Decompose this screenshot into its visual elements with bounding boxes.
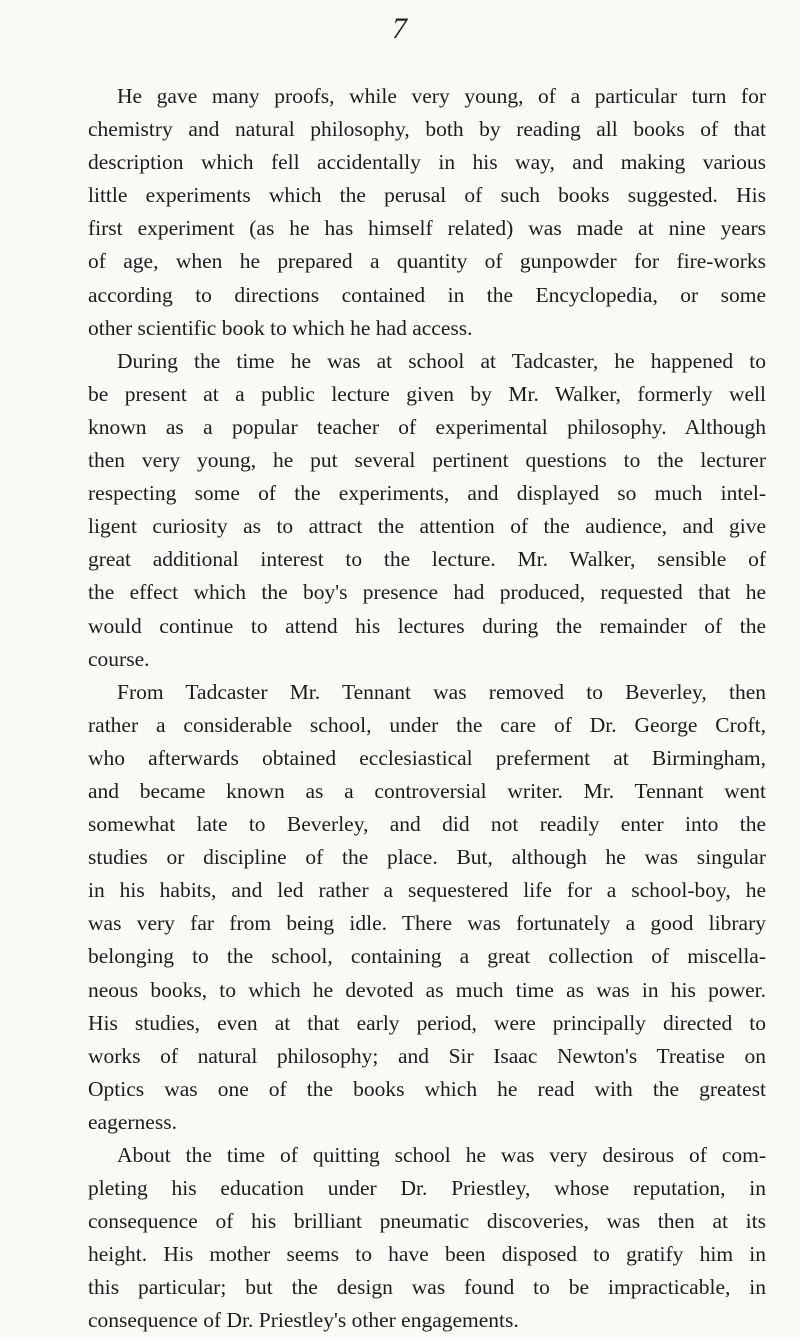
text-line: would continue to attend his lectures during the remainder of the bbox=[88, 613, 766, 638]
text-line: somewhat late to Beverley, and did not readily enter into the bbox=[88, 812, 766, 837]
text-line: works of natural philosophy; and Sir Isaac Newton's Treatise on bbox=[88, 1043, 766, 1068]
text-line: He gave many proofs, while very young, of a particular turn for bbox=[117, 84, 766, 108]
text-line: From Tadcaster Mr. Tennant was removed to Beverley, then bbox=[117, 679, 766, 704]
text-line: known as a popular teacher of experimental philosophy. Although bbox=[88, 414, 766, 439]
text-line: be present at a public lecture given by Mr. Walker, formerly well bbox=[88, 381, 766, 406]
text-line: was very far from being idle. There was fortunately a good library bbox=[88, 911, 766, 936]
text-line: About the time of quitting school he was very desirous of com- bbox=[117, 1143, 766, 1167]
text-line: great additional interest to the lecture. Mr. Walker, sensible of bbox=[88, 547, 766, 572]
text-line: the effect which the boy's presence had produced, requested that he bbox=[88, 580, 766, 605]
text-line: little experiments which the perusal of such books suggested. His bbox=[88, 183, 766, 208]
text-line: in his habits, and led rather a sequestered life for a school-boy, he bbox=[88, 878, 766, 903]
text-line: of age, when he prepared a quantity of gunpowder for fire-works bbox=[88, 249, 766, 274]
text-line: course. bbox=[88, 646, 150, 671]
body-text bbox=[88, 80, 766, 1338]
text-line: studies or discipline of the place. But, although he was singular bbox=[88, 845, 766, 870]
text-line: other scientific book to which he had access. bbox=[88, 315, 473, 340]
text-line: then very young, he put several pertinent questions to the lecturer bbox=[88, 448, 766, 473]
text-line: this particular; but the design was found to be impracticable, in bbox=[88, 1275, 766, 1300]
text-line: belonging to the school, containing a great collection of miscella- bbox=[88, 944, 766, 969]
text-line: and became known as a controversial writer. Mr. Tennant went bbox=[88, 778, 766, 803]
text-line: rather a considerable school, under the care of Dr. George Croft, bbox=[88, 712, 766, 737]
text-line: first experiment (as he has himself related) was made at nine years bbox=[88, 216, 766, 241]
text-line: consequence of his brilliant pneumatic discoveries, was then at its bbox=[88, 1209, 766, 1234]
text-line: consequence of Dr. Priestley's other engagements. bbox=[88, 1308, 519, 1333]
text-line: neous books, to which he devoted as much time as was in his power. bbox=[88, 977, 766, 1002]
text-line: who afterwards obtained ecclesiastical preferment at Birmingham, bbox=[88, 745, 766, 770]
text-line: His studies, even at that early period, were principally directed to bbox=[88, 1010, 766, 1035]
text-line: respecting some of the experiments, and displayed so much intel- bbox=[88, 481, 766, 506]
text-line: description which fell accidentally in his way, and making various bbox=[88, 150, 766, 175]
text-line: chemistry and natural philosophy, both by reading all books of that bbox=[88, 117, 766, 142]
text-line: according to directions contained in the Encyclopedia, or some bbox=[88, 282, 766, 307]
text-line: ligent curiosity as to attract the attention of the audience, and give bbox=[88, 514, 766, 539]
text-line: pleting his education under Dr. Priestley, whose reputation, in bbox=[88, 1176, 766, 1201]
text-line: eagerness. bbox=[88, 1109, 177, 1134]
text-line: During the time he was at school at Tadcaster, he happened to bbox=[117, 348, 766, 373]
text-line: height. His mother seems to have been disposed to gratify him in bbox=[88, 1242, 766, 1267]
text-line: Optics was one of the books which he read with the greatest bbox=[88, 1076, 766, 1101]
page-number: 7 bbox=[392, 12, 407, 45]
